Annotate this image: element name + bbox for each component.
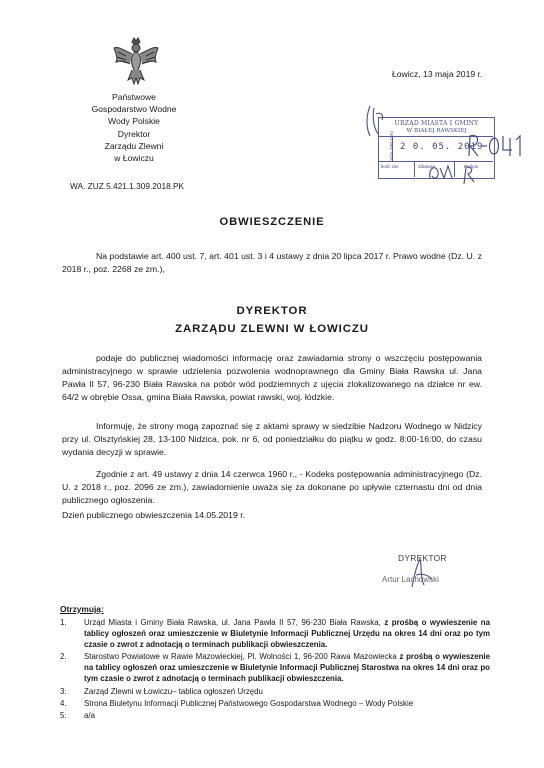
publication-date-paragraph xyxy=(62,509,482,522)
signature-scribble-icon xyxy=(390,557,450,591)
list-item xyxy=(60,651,490,684)
list-item xyxy=(60,710,490,721)
list-item-text: Starostwo Powiatowe w Rawie Mazowieckiej, Pl. Wolności 1, 96-200 Rawa Mazowiecka xyxy=(84,652,400,662)
list-item-text: Strona Biuletynu Informacji Publicznej Państwowego Gospodarstwa Wodnego – Wody Polskie xyxy=(84,698,414,708)
body-text: Informuję, że strony mogą zapoznać się z aktami sprawy w siedzibie Nadzoru Wodnego w Nidzicy przy ul. Olsztyńskiej 28, 13-100 Nidzica, pok. nr 6, od poniedziałku do piątku w godz. 8:00-16:00, do czasu wydania decyzji w sprawie. xyxy=(62,421,482,458)
list-item xyxy=(60,617,490,650)
body-paragraph-2 xyxy=(62,420,482,459)
issuer-line: Wody Polskie xyxy=(108,116,160,127)
stamp-cell-signature: Podpis xyxy=(464,164,479,169)
stamp-location: W BIAŁEJ RAWSKIEJ xyxy=(406,128,467,134)
signature-title: DYREKTOR xyxy=(398,553,447,563)
list-item xyxy=(60,686,490,697)
stamp-side-label: DATA WPŁYWU xyxy=(389,130,395,163)
legal-basis-text: Na podstawie art. 400 ust. 7, art. 401 ust. 3 i 4 ustawy z dnia 20 lipca 2017 r. Prawo wodne (Dz. U. z 2018 r., poz. 2268 ze zm.), xyxy=(62,251,482,275)
list-item-number: 4. xyxy=(60,698,67,708)
list-item xyxy=(60,698,490,709)
list-item-number: 5. xyxy=(60,710,67,720)
eagle-emblem-icon xyxy=(112,36,160,88)
list-item-number: 3. xyxy=(60,686,67,696)
handwritten-initials-icon xyxy=(426,162,454,182)
list-item-number: 1. xyxy=(60,618,67,627)
body-paragraph-3 xyxy=(62,468,482,507)
stamp-date: 2 0. 05. 2019 xyxy=(400,142,484,152)
stamp-office: URZĄD MIASTA I GMINY xyxy=(394,120,479,127)
registry-number-handwriting xyxy=(466,132,524,160)
legal-basis-paragraph xyxy=(62,250,482,276)
issuer-line: Zarządu Zlewni xyxy=(104,140,164,151)
document-title: OBWIESZCZENIE xyxy=(219,216,325,228)
stamp-divider xyxy=(414,161,415,177)
signature-block xyxy=(382,553,462,593)
authority-name: ZARZĄDU ZLEWNI W ŁOWICZU xyxy=(175,323,369,335)
issuer-line: Dyrektor xyxy=(117,128,151,139)
publication-date: Dzień publicznego obwieszczenia 14.05.2019 r. xyxy=(62,510,246,520)
issuer-block xyxy=(60,91,208,164)
handwritten-mark-icon xyxy=(458,164,494,186)
body-paragraph-1 xyxy=(62,352,482,404)
stamp-cell-attachments: Ilość zał. xyxy=(381,164,399,169)
list-item-text: Urząd Miasta i Gminy Biała Rawska, ul. Jana Pawła II 57, 96-230 Biała Rawska, xyxy=(84,618,385,627)
stamp-divider xyxy=(454,161,455,177)
issuer-line: Państwowe xyxy=(112,92,156,102)
list-item-text: Zarząd Zlewni w Łowiczu– tablica ogłoszeń Urzędu xyxy=(84,686,263,696)
issuer-line: w Łowiczu xyxy=(114,153,154,164)
list-item-request: z prośbą o wywieszenie na tablicy ogłoszeń oraz umieszczenie w Biuletynie Informacji Publicznej Starostwa na okres 14 dni oraz po tym czasie o zwrot z adnotacją o terminach publikacji obwieszczenia. xyxy=(84,652,490,684)
list-item-request: z prośbą o wywieszenie na tablicy ogłoszeń oraz umieszczenie w Biuletynie Informacji Publicznej Urzędu na okres 14 dni oraz po tym czasie o zwrot z adnotacją o terminach publikacji obwieszczenia. xyxy=(84,618,491,650)
issuer-line: Gospodarstwo Wodne xyxy=(91,104,177,115)
body-text: podaje do publicznej wiadomości informację oraz zawiadamia strony o wszczęciu postępowania administracyjnego w sprawie udzielenia pozwolenia wodnoprawnego dla Gminy Biała Rawska ul. Jana Pawła II 57, 96-230 Biała Rawska na pobór wód podziemnych z ujęcia zlokalizowanego na działce nr ew. 64/2 w obrębie Ossa, gmina Biała Rawska, powiat rawski, woj. łódzkie. xyxy=(62,353,482,403)
place-date: Łowicz, 13 maja 2019 r. xyxy=(392,69,483,79)
recipients-list xyxy=(60,617,490,722)
body-text: Zgodnie z art. 49 ustawy z dnia 14 czerwca 1960 r., - Kodeks postępowania administracyjnego (Dz. U. z 2018 r., poz. 2096 ze zm.), zawiadomienie uważa się za dokonane po upływie czternastu dni od dnia publicznego ogłoszenia. xyxy=(62,469,482,506)
case-reference: WA. ZUZ.5.421.1.309.2018.PK xyxy=(70,181,185,191)
signature-name: Artur Lachowski xyxy=(382,575,439,584)
list-item-text: a/a xyxy=(84,710,95,720)
recipients-heading: Otrzymują: xyxy=(60,604,104,614)
list-item-number: 2. xyxy=(60,652,67,662)
authority-title: DYREKTOR xyxy=(236,305,308,317)
stamp-cell-handler: Załatwia xyxy=(418,164,436,169)
